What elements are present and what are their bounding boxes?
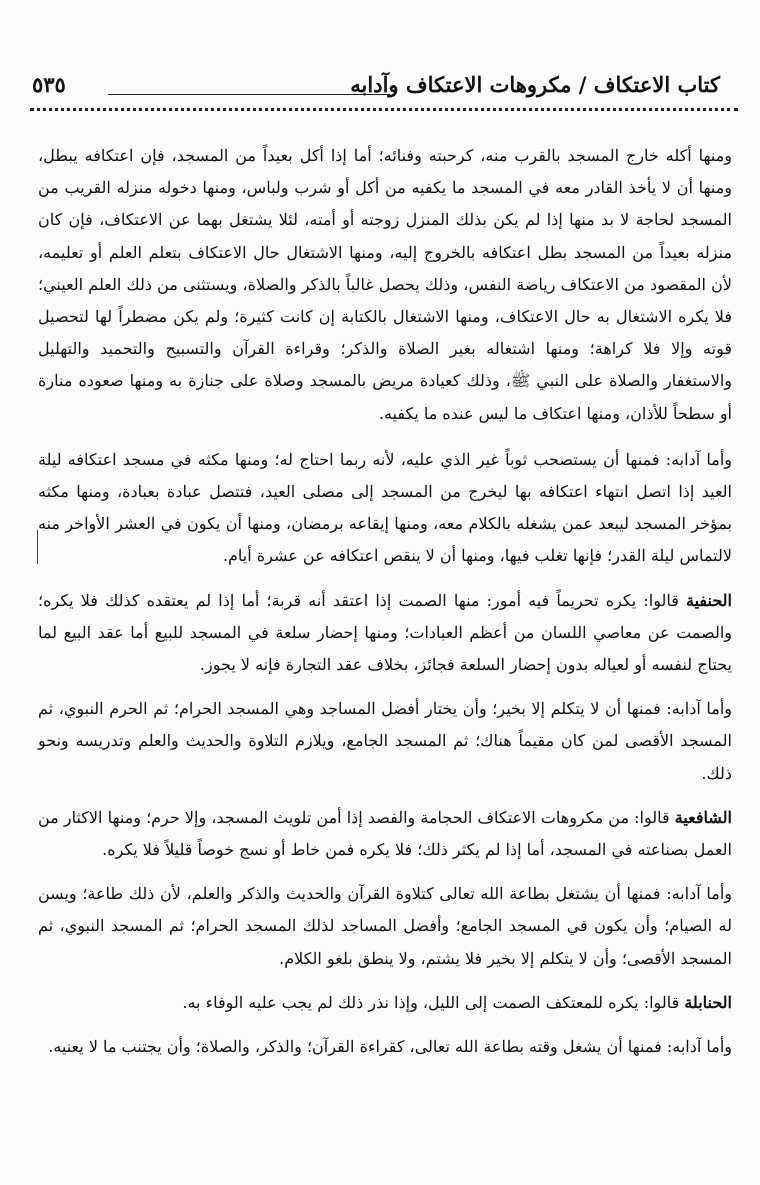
paragraph-text: قالوا: من مكروهات الاعتكاف الحجامة والفصد إذا أمن تلويث المسجد، وإلا حرم؛ ومنها الاكثار من العمل بصناعته في المسجد، أما إذا لم يكثر ذلك؛ فلا يكره فمن خاط أو نسج خوصاً قليلاً فلا يكره. — [38, 807, 732, 860]
paragraph-text: وأما آدابه: فمنها أن لا يتكلم إلا بخير؛ وأن يختار أفضل المساجد وهي المسجد الحرام؛ ثم الحرم النبوي، ثم المسجد الأقصى لمن كان مقيماً هناك؛ ثم المسجد الجامع، ويلازم التلاوة والحديث والعلم وتدريسه ونحو ذلك. — [38, 699, 732, 783]
paragraph-hanafi — [38, 585, 732, 682]
school-name: الحنابلة — [684, 992, 732, 1012]
paragraph-text: وأما آدابه: فمنها أن يستصحب ثوباً غير الذي عليه، لأنه ربما احتاج له؛ ومنها مكثه في مسجد اعتكافه ليلة العيد إذا اتصل انتهاء اعتكافه بها ليخرج من المسجد إلى مصلى العيد، فتتصل عبادة بعبادة، ومنها مكثه بمؤخر المسجد ليبعد عمن يشغله بالكلام معه، ومنها إيقاعه برمضان، ومنها أن يكون في العشر الأواخر منه لالتماس ليلة القدر؛ فإنها تغلب فيها، ومنها أن لا ينقص اعتكافه عن عشرة أيام. — [38, 449, 732, 566]
body-text — [38, 140, 732, 1075]
paragraph-text: قالوا: يكره تحريماً فيه أمور: منها الصمت إذا اعتقد أنه قربة؛ أما إذا لم يعتقده كذلك فلا يكره؛ والصمت عن معاصي اللسان من أعظم العبادات؛ ومنها إحضار سلعة في المسجد للبيع أما عقد البيع لما يحتاج لنفسه أو لعياله بدون إحضار السلعة فجائز، بخلاف عقد التجارة فإنه لا يجوز. — [38, 590, 732, 675]
paragraph-text: وأما آدابه: فمنها أن يشغل وقته بطاعة الله تعالى، كقراءة القرآن؛ والذكر، والصلاة؛ وأن يجتنب ما لا يعنيه. — [48, 1037, 732, 1057]
paragraph-adab — [38, 444, 732, 573]
header-rule — [108, 94, 390, 95]
paragraph-text: وأما آدابه: فمنها أن يشتغل بطاعة الله تعالى كتلاوة القرآن والحديث والذكر والعلم، لأن ذلك طاعة؛ ويسن له الصيام؛ وأن يكون في المسجد الجامع؛ وأفضل المساجد لذلك المسجد الحرام؛ ثم المسجد النبوي، ثم المسجد الأقصى؛ وأن لا يتكلم إلا بخير فلا يشتم، ولا ينطق بلغو الكلام. — [38, 884, 732, 968]
page-number: ٥٣٥ — [32, 72, 66, 97]
paragraph-makruhat — [38, 140, 732, 430]
paragraph-text: ومنها أكله خارج المسجد بالقرب منه، كرحبته وفنائه؛ أما إذا أكل بعيداً من المسجد، فإن اعتكافه يبطل، ومنها أن لا يأخذ القادر معه في المسجد ما يكفيه من أكل أو شرب ولباس، ومنها دخوله منزله القريب من المسجد لحاجة لا بد منها إذا لم يكن بذلك المنزل زوجته أو أمته، لئلا يشتغل بهما عن الاعتكاف، فإن كان منزله بعيداً من المسجد بطل اعتكافه بالخروج إليه، ومنها الاشتغال حال الاعتكاف بتعلم العلم أو تعليمه، لأن المقصود من الاعتكاف رياضة النفس، وذلك يحصل غالباً بالذكر والصلاة، ويستثنى من ذلك العلم العيني؛ فلا يكره الاشتغال به حال الاعتكاف، ومنها الاشتغال بالكتابة إن كانت كثيرة؛ ولم يكن مضطراً لها لتحصيل قوته وإلا فلا كراهة؛ ومنها اشتغاله بغير الصلاة والذكر؛ وقراءة القرآن والتسبيح والتحميد والتهليل والاستغفار والصلاة على النبي ﷺ، وذلك كعيادة مريض بالمسجد وصلاة على جنازة به ومنها صعوده منارة أو سطحاً للأذان، ومنها اعتكاف ما ليس عنده ما يكفيه. — [38, 146, 733, 423]
paragraph-hanbali — [38, 987, 732, 1019]
paragraph-text: قالوا: يكره للمعتكف الصمت إلى الليل، وإذا نذر ذلك لم يجب عليه الوفاء به. — [182, 992, 680, 1012]
paragraph-hanafi-adab — [38, 693, 732, 790]
dotted-separator — [30, 108, 738, 127]
paragraph-hanbali-adab — [38, 1031, 732, 1063]
school-name: الحنفية — [686, 590, 732, 610]
school-name: الشافعية — [674, 807, 732, 827]
page-header — [30, 72, 720, 112]
paragraph-shafii — [38, 802, 732, 866]
paragraph-shafii-adab — [38, 878, 732, 975]
running-title: كتاب الاعتكاف / مكروهات الاعتكاف وآدابه — [350, 72, 720, 97]
